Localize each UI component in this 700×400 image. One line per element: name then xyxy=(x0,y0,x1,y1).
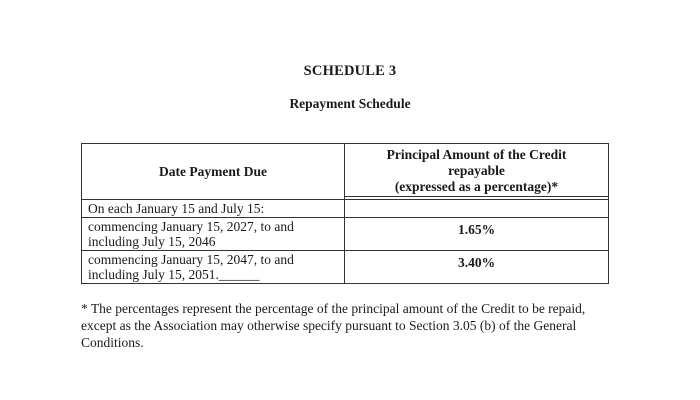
header-date-payment-due: Date Payment Due xyxy=(82,144,345,200)
percent-cell: 3.40% xyxy=(345,251,609,284)
percent-cell: 1.65% xyxy=(345,218,609,251)
table-header-row xyxy=(82,144,609,200)
header-principal-line2: repayable xyxy=(448,163,505,178)
repayment-table xyxy=(81,143,609,284)
table-row xyxy=(82,200,609,218)
footnote: * The percentages represent the percentage of the principal amount of the Credit to be repaid, except as the Association may otherwise specify pursuant to Section 3.05 (b) of the General Conditions. xyxy=(81,301,586,350)
date-line1: commencing January 15, 2047, to and xyxy=(88,252,294,267)
table-row xyxy=(82,218,609,251)
intro-empty-cell xyxy=(345,200,609,218)
header-principal-line1: Principal Amount of the Credit xyxy=(386,147,567,162)
schedule-subtitle: Repayment Schedule xyxy=(289,96,411,111)
date-cell xyxy=(82,218,345,251)
date-line2: including July 15, 2051.______ xyxy=(88,267,260,282)
schedule-title: SCHEDULE 3 xyxy=(303,63,397,79)
date-line2: including July 15, 2046 xyxy=(88,234,216,249)
date-cell xyxy=(82,251,345,284)
header-principal-amount xyxy=(345,144,609,200)
table-row xyxy=(82,251,609,284)
date-line1: commencing January 15, 2027, to and xyxy=(88,219,294,234)
intro-cell: On each January 15 and July 15: xyxy=(82,200,345,218)
header-principal-line3: (expressed as a percentage)* xyxy=(345,179,608,197)
